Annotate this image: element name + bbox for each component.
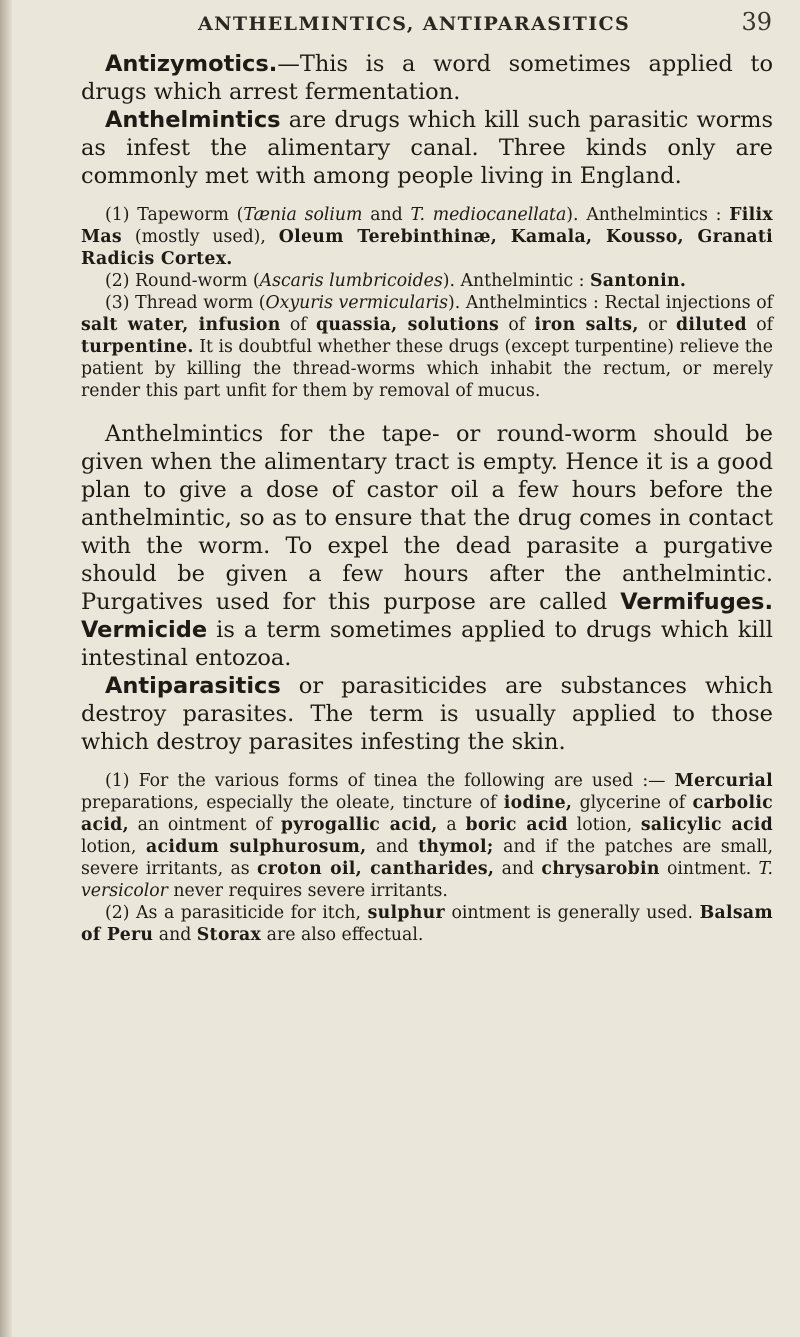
paragraph-antizymotics: Antizymotics.—This is a word sometimes applied to drugs which arrest fermentation. (81, 51, 773, 105)
page-binding-edge (0, 0, 12, 1337)
running-head: ANTHELMINTICS, ANTIPARASITICS (198, 13, 631, 35)
list-item-roundworm: (2) Round-worm (Ascaris lumbricoides). Anthelmintic : Santonin. (105, 271, 687, 291)
term-antizymotics: Antizymotics. (105, 51, 278, 77)
list-item-threadworm: (3) Thread worm (Oxyuris vermicularis). Anthelmintics : Rectal injections of salt water, infusion of quassia, solutions of iron salts, or diluted of turpentine. It is doubtful whether these drugs (except turpentine) relieve the patient by killing the thread-worms which inhabit the rectum, or merely render this part unfit for them by removal of mucus. (81, 293, 774, 401)
list-item-tapeworm: (1) Tapeworm (Tænia solium and T. mediocanellata). Anthelmintics : Filix Mas (mostly used), Oleum Terebinthinæ, Kamala, Kousso, Granati Radicis Cortex. (81, 205, 774, 269)
list-item-tinea: (1) For the various forms of tinea the following are used :— Mercurial preparations, especially the oleate, tincture of iodine, glycerine of carbolic acid, an ointment of pyrogallic acid, a boric acid lotion, salicylic acid lotion, acidum sulphurosum, and thymol; and if the patches are small, severe irritants, as croton oil, cantharides, and chrysarobin ointment. T. versicolor never requires severe irritants. (81, 771, 774, 901)
list-item-itch: (2) As a parasiticide for itch, sulphur ointment is generally used. Balsam of Peru and Storax are also effectual. (81, 903, 773, 945)
paragraph-antiparasitics: Antiparasitics or parasiticides are substances which destroy parasites. The term is usually applied to those which destroy parasites infesting the skin. (81, 673, 773, 755)
paragraph-anthelmintics-intro: Anthelmintics are drugs which kill such parasitic worms as infest the alimentary canal. Three kinds only are commonly met with among people living in England. (81, 107, 773, 189)
term-antiparasitics: Antiparasitics (105, 673, 281, 699)
term-vermifuges: Vermifuges. (620, 589, 773, 615)
paragraph-vermifuges: Anthelmintics for the tape- or round-worm should be given when the alimentary tract is empty. Hence it is a good plan to give a dose of castor oil a few hours before the anthelmintic, so as to ensure that the drug comes in contact with the worm. To expel the dead parasite a purgative should be given a few hours after the anthelmintic. Purgatives used for this purpose are called Vermifuges. Vermicide is a term sometimes applied to drugs which kill intestinal entozoa. (81, 421, 773, 671)
term-vermicide: Vermicide (81, 617, 208, 643)
page-header (120, 8, 772, 36)
page-number: 39 (741, 8, 772, 36)
term-anthelmintics: Anthelmintics (105, 107, 281, 133)
page-body (81, 50, 773, 946)
